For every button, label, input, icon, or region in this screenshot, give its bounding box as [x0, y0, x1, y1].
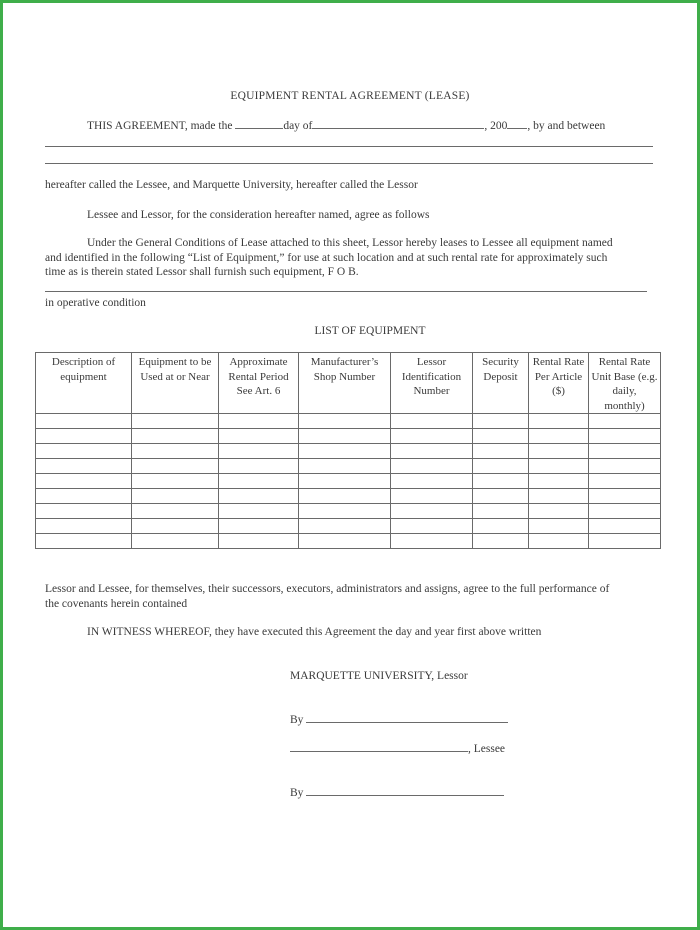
table-cell[interactable]	[36, 414, 132, 429]
table-cell[interactable]	[391, 489, 473, 504]
table-cell[interactable]	[473, 474, 529, 489]
table-cell[interactable]	[132, 429, 219, 444]
lessee-by-row	[290, 786, 504, 800]
table-cell[interactable]	[473, 489, 529, 504]
table-cell[interactable]	[391, 444, 473, 459]
table-cell[interactable]	[36, 474, 132, 489]
table-row	[36, 504, 661, 519]
table-cell[interactable]	[391, 429, 473, 444]
table-cell[interactable]	[391, 459, 473, 474]
document-title: EQUIPMENT RENTAL AGREEMENT (LEASE)	[230, 90, 470, 102]
table-cell[interactable]	[529, 474, 589, 489]
intro-part1: THIS AGREEMENT, made the	[87, 120, 233, 132]
agree-text: Lessee and Lessor, for the consideration hereafter named, agree as follows	[87, 209, 430, 221]
table-cell[interactable]	[132, 519, 219, 534]
table-cell[interactable]	[529, 444, 589, 459]
list-heading: LIST OF EQUIPMENT	[314, 325, 426, 337]
table-cell[interactable]	[391, 519, 473, 534]
table-cell[interactable]	[589, 504, 661, 519]
table-cell[interactable]	[219, 489, 299, 504]
table-cell[interactable]	[36, 534, 132, 549]
table-cell[interactable]	[589, 534, 661, 549]
lessee-name-line-1[interactable]	[45, 146, 653, 147]
table-cell[interactable]	[132, 489, 219, 504]
table-cell[interactable]	[36, 489, 132, 504]
hereafter-text: hereafter called the Lessee, and Marquette University, hereafter called the Lessor	[45, 179, 418, 191]
conditions-line-3: time as is therein stated Lessor shall furnish such equipment, F O B.	[45, 266, 359, 278]
table-cell[interactable]	[473, 504, 529, 519]
table-cell[interactable]	[219, 504, 299, 519]
table-cell[interactable]	[299, 519, 391, 534]
conditions-line-1: Under the General Conditions of Lease attached to this sheet, Lessor hereby leases to Lessee all equipment named	[87, 237, 613, 249]
table-cell[interactable]	[299, 444, 391, 459]
table-cell[interactable]	[589, 489, 661, 504]
table-cell[interactable]	[132, 459, 219, 474]
table-row	[36, 519, 661, 534]
table-cell[interactable]	[473, 414, 529, 429]
table-cell[interactable]	[529, 459, 589, 474]
table-cell[interactable]	[473, 429, 529, 444]
conditions-line-2: and identified in the following “List of Equipment,” for use at such location and at such rental rate for approximately such	[45, 251, 608, 264]
table-cell[interactable]	[219, 474, 299, 489]
lessee-label: , Lessee	[468, 743, 506, 755]
column-header: Security Deposit	[473, 353, 529, 414]
table-cell[interactable]	[529, 504, 589, 519]
table-cell[interactable]	[299, 489, 391, 504]
table-cell[interactable]	[132, 414, 219, 429]
table-cell[interactable]	[132, 534, 219, 549]
day-blank[interactable]	[235, 128, 283, 129]
table-header-row	[36, 353, 661, 414]
table-cell[interactable]	[299, 474, 391, 489]
table-cell[interactable]	[219, 414, 299, 429]
intro-part4: , by and between	[527, 120, 606, 132]
lessor-signature-row	[290, 713, 508, 727]
table-cell[interactable]	[589, 414, 661, 429]
table-cell[interactable]	[36, 444, 132, 459]
table-cell[interactable]	[299, 534, 391, 549]
table-cell[interactable]	[391, 534, 473, 549]
table-cell[interactable]	[473, 519, 529, 534]
lessor-name: MARQUETTE UNIVERSITY, Lessor	[290, 670, 468, 682]
column-header: Description of equipment	[36, 353, 132, 414]
table-cell[interactable]	[36, 519, 132, 534]
table-cell[interactable]	[132, 504, 219, 519]
table-cell[interactable]	[589, 429, 661, 444]
lessor-signature-line[interactable]	[306, 722, 508, 723]
fob-line[interactable]	[45, 291, 647, 292]
table-row	[36, 459, 661, 474]
table-row	[36, 444, 661, 459]
table-cell[interactable]	[473, 444, 529, 459]
column-header: Manufacturer’s Shop Number	[299, 353, 391, 414]
month-blank[interactable]	[312, 128, 484, 129]
table-cell[interactable]	[219, 429, 299, 444]
table-cell[interactable]	[132, 474, 219, 489]
table-cell[interactable]	[529, 519, 589, 534]
covenants-line-1: Lessor and Lessee, for themselves, their successors, executors, administrators and assigns, agree to the full performance of	[45, 583, 610, 595]
covenants-line-2: the covenants herein contained	[45, 597, 188, 610]
table-cell[interactable]	[219, 459, 299, 474]
table-cell[interactable]	[529, 429, 589, 444]
operative-text: in operative condition	[45, 297, 146, 309]
lessee-signature-row	[290, 742, 505, 756]
by-label-lessee: By	[290, 787, 304, 799]
witness-text: IN WITNESS WHEREOF, they have executed this Agreement the day and year first above written	[87, 626, 542, 638]
table-cell[interactable]	[391, 414, 473, 429]
table-cell[interactable]	[299, 429, 391, 444]
column-header: Approximate Rental Period See Art. 6	[219, 353, 299, 414]
conditions-paragraph	[45, 236, 657, 280]
table-row	[36, 489, 661, 504]
table-row	[36, 414, 661, 429]
table-cell[interactable]	[219, 534, 299, 549]
table-cell[interactable]	[529, 414, 589, 429]
by-label-lessor: By	[290, 714, 304, 726]
table-cell[interactable]	[589, 519, 661, 534]
table-row	[36, 534, 661, 549]
lessee-signature-line[interactable]	[290, 751, 468, 752]
table-cell[interactable]	[219, 519, 299, 534]
table-cell[interactable]	[36, 429, 132, 444]
year-blank[interactable]	[507, 128, 527, 129]
table-cell[interactable]	[589, 474, 661, 489]
equipment-table	[35, 352, 661, 549]
covenants-paragraph	[45, 582, 665, 611]
table-cell[interactable]	[36, 459, 132, 474]
intro-part3: , 200	[484, 120, 508, 132]
table-row	[36, 429, 661, 444]
table-cell[interactable]	[299, 414, 391, 429]
table-cell[interactable]	[589, 444, 661, 459]
table-cell[interactable]	[219, 444, 299, 459]
table-cell[interactable]	[391, 504, 473, 519]
table-cell[interactable]	[132, 444, 219, 459]
intro-part2: day of	[283, 120, 313, 132]
table-row	[36, 474, 661, 489]
column-header: Rental Rate Per Article ($)	[529, 353, 589, 414]
table-cell[interactable]	[529, 534, 589, 549]
table-cell[interactable]	[589, 459, 661, 474]
lessee-by-signature-line[interactable]	[306, 795, 504, 796]
table-cell[interactable]	[299, 459, 391, 474]
table-cell[interactable]	[299, 504, 391, 519]
table-cell[interactable]	[529, 489, 589, 504]
lessee-name-line-2[interactable]	[45, 163, 653, 164]
table-cell[interactable]	[391, 474, 473, 489]
table-cell[interactable]	[473, 459, 529, 474]
column-header: Rental Rate Unit Base (e.g. daily, monthly)	[589, 353, 661, 414]
column-header: Equipment to be Used at or Near	[132, 353, 219, 414]
table-cell[interactable]	[473, 534, 529, 549]
column-header: Lessor Identification Number	[391, 353, 473, 414]
agreement-intro	[87, 119, 605, 133]
table-cell[interactable]	[36, 504, 132, 519]
